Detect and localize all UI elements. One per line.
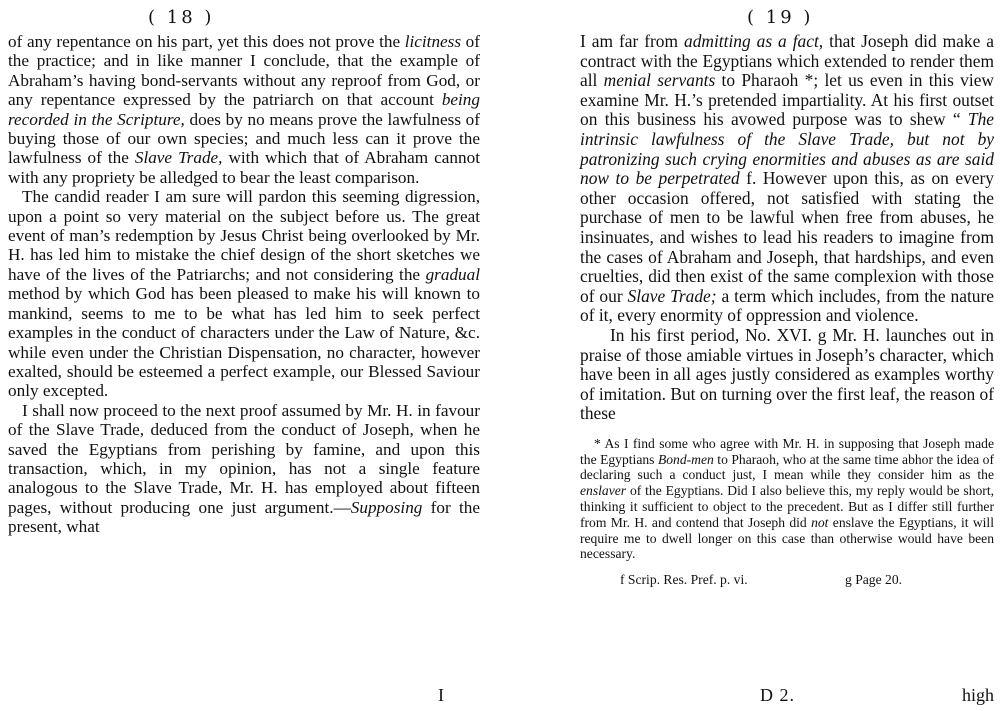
- text-run: I shall now proceed to the next proof assumed by Mr. H. in favour of the Slave Trade, deduced from the conduct of Joseph, when he saved the Egyptians from perishing by famine, and upon this transaction, which, in my opinion, has not a single feature analogous to the Slave Trade, Mr. H. has employed about fifteen pages, without producing one just argument.—: [8, 400, 480, 517]
- italic-run: menial servants: [603, 70, 716, 91]
- text-run: of the practice; and in like manner I conclude, that the example of Abraham’s having bond-servants without any reproof from God, or any repentance expressed by the patriarch on that account: [8, 32, 481, 110]
- italic-run: Slave Trade,: [134, 148, 223, 168]
- footnote-text: [580, 436, 994, 562]
- text-run: method by which God has been pleased to make his will known to mankind, seems to me to be what has led him to seek perfect examples in the conduct of characters under the Law of Nature, &c. while even under the Christian Dispensation, no character, however exalted, should be esteemed a perfect example, our Blessed Saviour only excepted.: [8, 284, 480, 401]
- text-run: to Pharaoh *; let us even in this view examine Mr. H.’s pretended impartiality. At his first outset on this business his avowed purpose was to shew “: [580, 70, 994, 130]
- left-page-body: [8, 32, 480, 537]
- italic-run: licitness: [404, 32, 462, 51]
- italic-run: The intrinsic lawfulness of the Slave Trade, but not by patronizing such crying enormities and abuses as are said now to be perpetrated: [580, 109, 994, 189]
- signature-mark: I: [438, 685, 444, 705]
- signature-mark: D 2.: [760, 685, 795, 705]
- catchword: high: [961, 685, 994, 705]
- paragraph: [8, 401, 480, 537]
- paragraph: [580, 32, 994, 326]
- right-page-body: [580, 32, 994, 424]
- text-run: for the present, what: [8, 497, 480, 537]
- text-run: I am far from: [580, 31, 684, 51]
- right-footer: [500, 685, 1000, 707]
- left-footer: [0, 685, 500, 707]
- text-run: does by no means prove the lawfulness of buying those of our own species; and much less can it prove the lawfulness of the: [8, 109, 481, 168]
- reference-g: g Page 20.: [845, 572, 903, 588]
- text-run: f. However upon this, as on every other occasion offered, not satisfied with stating the purchase of men to be lawful when free from abuses, he insinuates, and wishes to lead his readers to imagine from the cases of Abraham and Joseph, that hardships, and even cruelties, did then exist of the same complexion with those of our: [580, 168, 994, 306]
- italic-run: admitting as a fact,: [684, 31, 824, 51]
- italic-run: Bond-men: [657, 451, 714, 467]
- paragraph: [8, 187, 480, 400]
- italic-run: being recorded in the Scripture,: [8, 90, 480, 129]
- italic-run: gradual: [425, 264, 480, 284]
- italic-run: not: [811, 514, 829, 530]
- text-run: of the Egyptians. Did I also believe this, my reply would be short, thinking it sufficient to object to the precedent. But as I differ still further from Mr. H. and contend that Joseph did: [580, 483, 994, 530]
- text-run: * As I find some who agree with Mr. H. in supposing that Joseph made the Egyptians: [580, 435, 994, 467]
- paragraph: [580, 326, 994, 424]
- text-run: enslave the Egyptians, it will require me to dwell longer on this case than otherwise would have been necessary.: [580, 514, 994, 562]
- reference-f: f Scrip. Res. Pref. p. vi.: [620, 572, 748, 588]
- text-run: to Pharaoh, who at the same time abhor the idea of declaring such a conduct just, I mean while they consider him as the: [580, 451, 995, 483]
- text-run: a term which includes, from the nature of it, every enormity of oppression and violence.: [580, 285, 994, 326]
- text-run: The candid reader I am sure will pardon this seeming digression, upon a point so very material on the subject before us. The great event of man’s redemption by Jesus Christ being overlooked by Mr. H. has led him to mistake the chief design of the short sketches we have of the lives of the Patriarchs; and not considering the: [8, 187, 480, 284]
- text-run: that Joseph did make a contract with the Egyptians which extended to render them all: [580, 31, 994, 91]
- italic-run: Supposing: [350, 497, 423, 517]
- text-run: with which that of Abraham cannot with any propriety be alledged to bear the least comparison.: [8, 148, 480, 187]
- page-number-left: ( 18 ): [148, 7, 215, 28]
- italic-run: enslaver: [580, 483, 627, 499]
- footnote: [580, 436, 994, 562]
- reference-notes: [580, 572, 994, 590]
- right-page: [500, 0, 1000, 711]
- text-run: In his first period, No. XVI. g Mr. H. launches out in praise of those amiable virtues in Joseph’s character, which have been in all ages justly considered as examples worthy of imitation. But on turning over the first leaf, the reason of these: [580, 324, 994, 424]
- page-number-right: ( 19 ): [747, 7, 814, 28]
- italic-run: Slave Trade;: [627, 285, 717, 306]
- text-run: of any repentance on his part, yet this does not prove the: [8, 32, 405, 51]
- paragraph: [8, 32, 480, 187]
